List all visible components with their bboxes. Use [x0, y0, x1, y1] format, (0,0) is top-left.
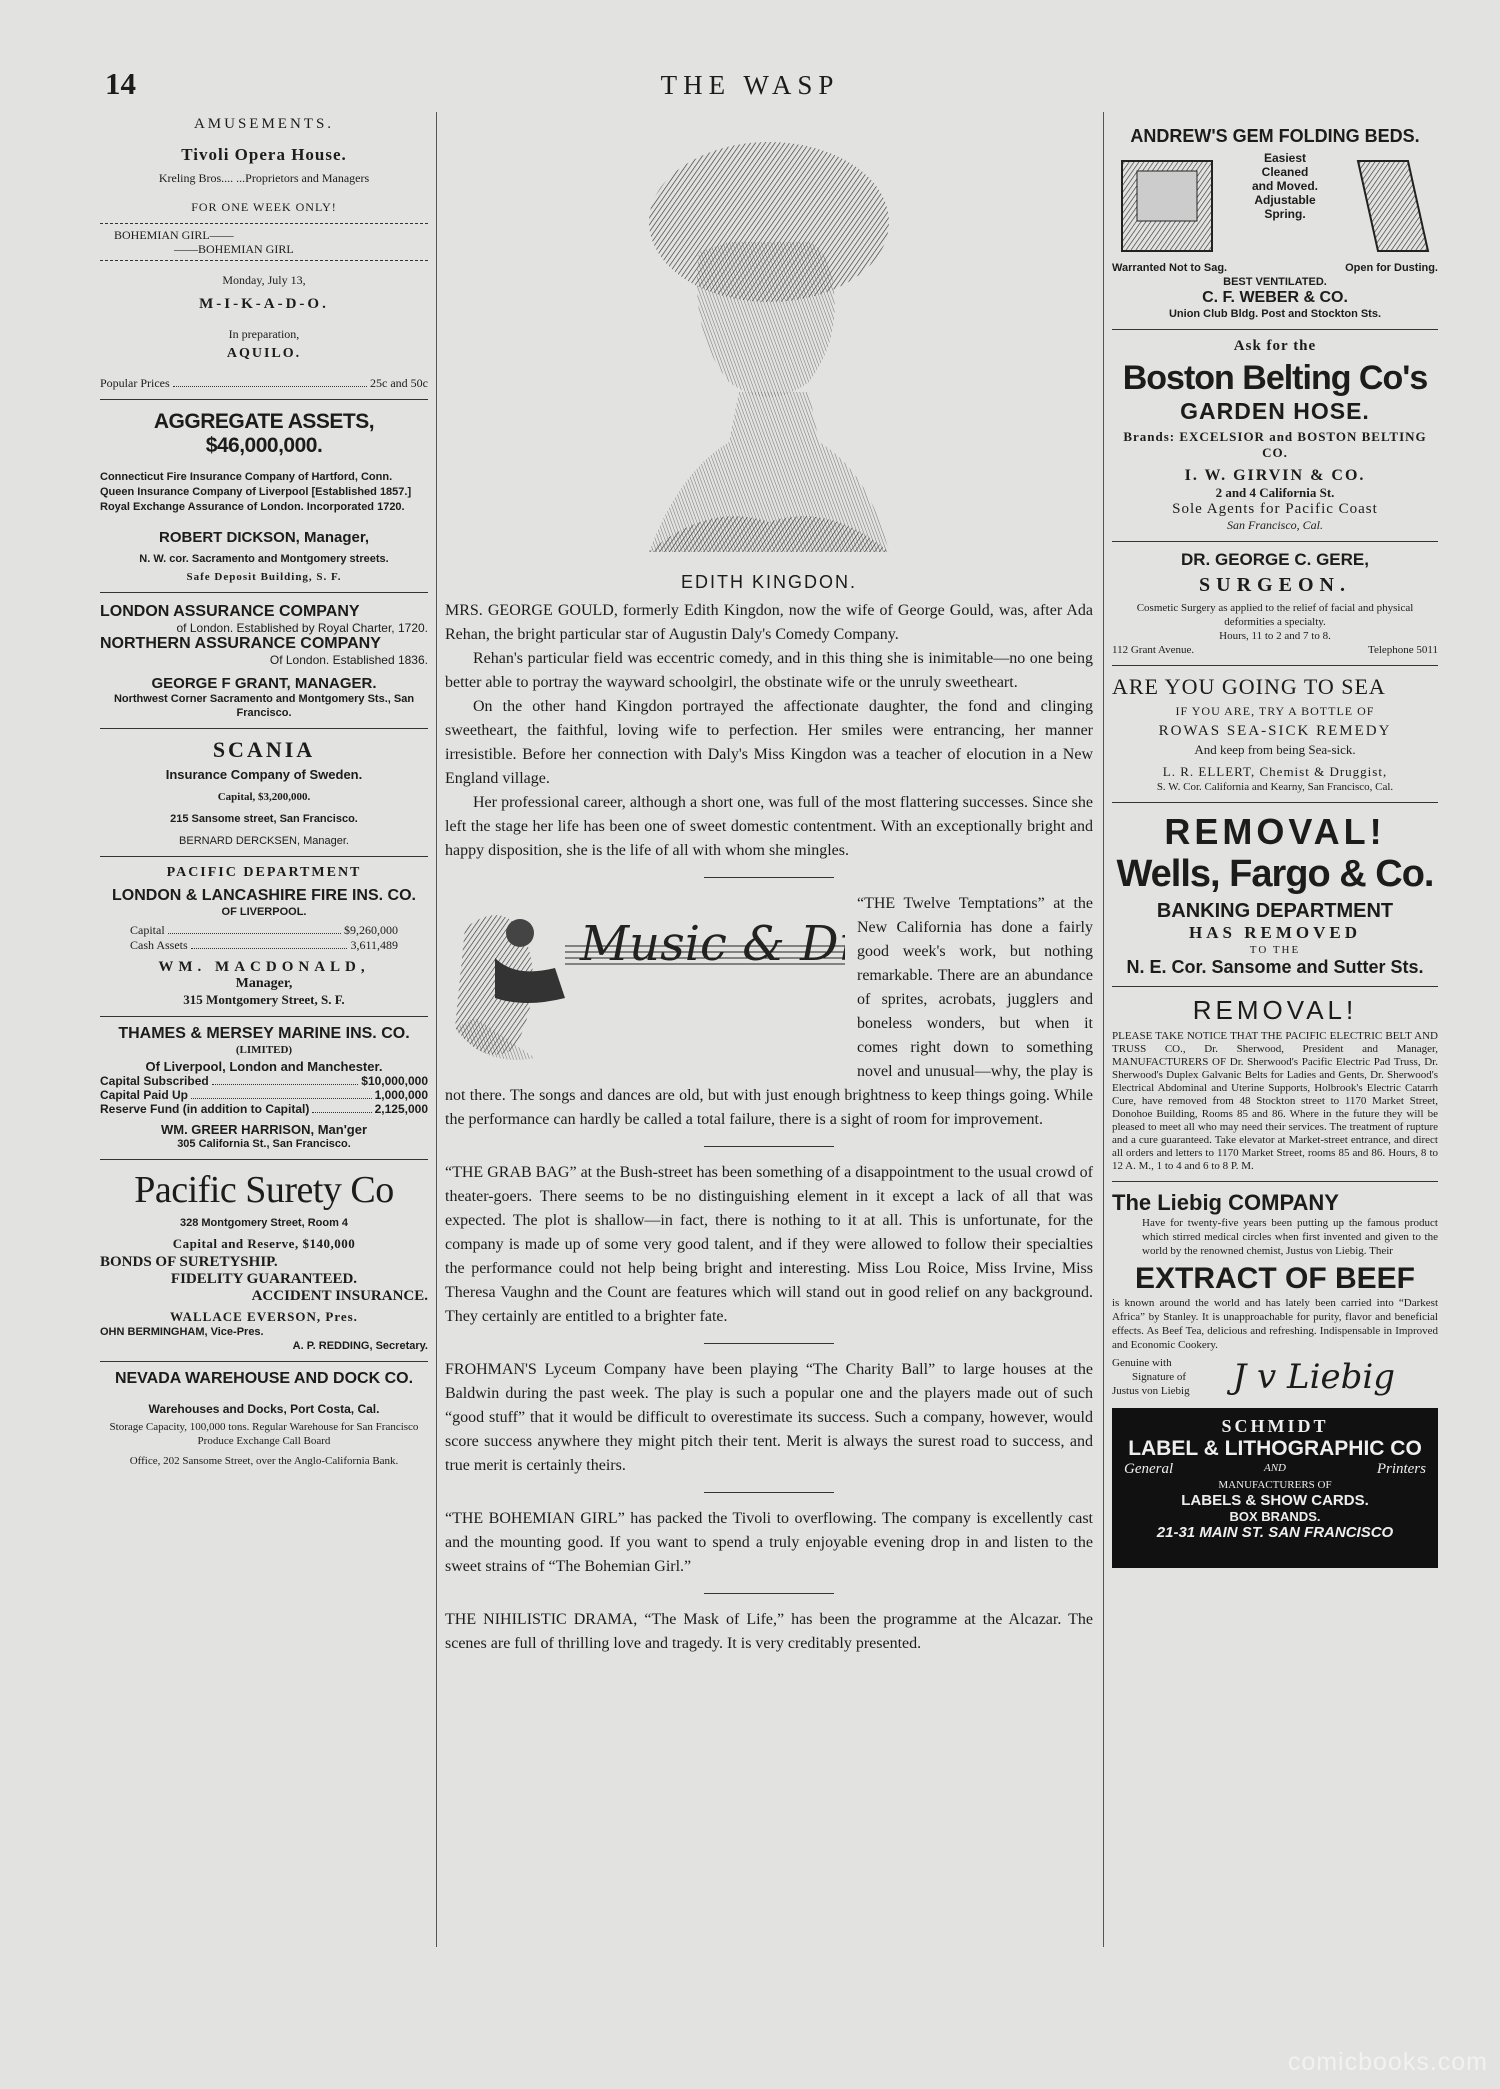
schmidt-label-ad	[1112, 1408, 1438, 1568]
column-rule-right	[1103, 112, 1104, 1947]
program-line: BOHEMIAN GIRL——	[114, 228, 234, 242]
thames-address: 305 California St., San Francisco.	[177, 1138, 351, 1150]
aggregate-address: N. W. cor. Sacramento and Montgomery streets.	[139, 553, 389, 565]
nevada-office: Office, 202 Sansome Street, over the Anglo-California Bank.	[129, 1455, 399, 1467]
schmidt-labels: LABELS & SHOW CARDS.	[1181, 1492, 1369, 1509]
folded-bed-icon	[1348, 151, 1438, 261]
capital-value: $9,260,000	[344, 923, 398, 937]
schmidt-general: General	[1124, 1461, 1174, 1477]
belting-title: Boston Belting Co's	[1122, 359, 1428, 397]
capital-row	[100, 923, 428, 938]
beds-open: Open for Dusting.	[1345, 262, 1438, 274]
page-number: 14	[105, 66, 136, 101]
prices-label: Popular Prices	[100, 376, 170, 390]
scania-manager: BERNARD DERCKSEN, Manager.	[179, 835, 349, 847]
aggregate-title: AGGREGATE ASSETS, $46,000,000.	[153, 410, 375, 457]
london-manager: GEORGE F GRANT, MANAGER.	[151, 675, 377, 692]
music-title-lettering: Music & D	[580, 916, 839, 972]
face-shape	[697, 242, 835, 397]
seasick-line: ROWAS SEA-SICK REMEDY	[1158, 723, 1392, 739]
truss-removal: REMOVAL!	[1192, 995, 1358, 1025]
seasick-ad	[1112, 674, 1438, 794]
prep-show: AQUILO.	[226, 346, 302, 361]
next-show: M-I-K-A-D-O.	[199, 296, 329, 312]
london-name: LONDON ASSURANCE COMPANY	[100, 603, 360, 620]
article-paragraph: MRS. GEORGE GOULD, formerly Edith Kingdon, now the wife of George Gould, was, after Ada Rehan, the bright particular star of Augustin Daly's Comedy Company.	[445, 602, 1093, 643]
thames-limited: (LIMITED)	[235, 1044, 293, 1056]
surgeon-name: DR. GEORGE C. GERE,	[1181, 550, 1369, 569]
schmidt-boxes: BOX BRANDS.	[1229, 1509, 1321, 1524]
aggregate-line: Connecticut Fire Insurance Company of Hartford, Conn.	[100, 471, 393, 483]
cash-row	[100, 938, 428, 953]
frohman-paragraph: FROHMAN'S Lyceum Company have been playing “The Charity Ball” to large houses at the Baldwin during the past week. The play is such a popular one and the players made out of such “good stuff” that it would be difficult to overestimate its success. Such a company, however, would score success anywhere they might pitch their tent. Merit is always the surest road to success, and true merit is certainly theirs.	[445, 1361, 1093, 1474]
thames-manager: WM. GREER HARRISON, Man'ger	[160, 1122, 368, 1137]
beds-feature: and Moved.	[1251, 179, 1318, 193]
pacific-surety-ad	[100, 1168, 428, 1353]
left-column	[100, 112, 428, 1468]
nevada-warehouse-ad	[100, 1370, 428, 1468]
surgeon-address: 112 Grant Avenue.	[1112, 644, 1195, 656]
program-line: ——BOHEMIAN GIRL	[174, 242, 294, 256]
article-paragraph: Rehan's particular field was eccentric comedy, and in this thing she is inimitable—no one being better able to portray the wayward schoolgirl, the obstinate wife or the unruly sweetheart.	[445, 650, 1093, 691]
aggregate-line: Royal Exchange Assurance of London. Incorporated 1720.	[100, 501, 405, 513]
liebig-intro: Have for twenty-five years been putting up the famous product which stirred medical circles when first invented and given to the world by the renowned chemist, Justus von Liebig. Their	[1142, 1217, 1438, 1257]
surgeon-ad	[1112, 550, 1438, 657]
schmidt-address: 21-31 MAIN ST. SAN FRANCISCO	[1156, 1524, 1394, 1541]
column-rule-left	[436, 112, 437, 1947]
surety-capital: Capital and Reserve, $140,000	[172, 1236, 356, 1251]
music-drama-illustration	[445, 898, 845, 1068]
thames-row-value: 2,125,000	[374, 1102, 428, 1116]
liebig-body: is known around the world and has lately been carried into “Darkest Africa” by Stanley. It is unapproachable for purity, flavor and beneficial effects. As Beef Tea, delicious and refreshing. Indispensable in Improved and Economic Cookery.	[1112, 1297, 1438, 1351]
belting-city: San Francisco, Cal.	[1227, 518, 1323, 532]
right-column	[1112, 112, 1438, 1568]
lancashire-sub: OF LIVERPOOL.	[221, 906, 307, 918]
thames-row-label: Capital Subscribed	[100, 1074, 209, 1088]
cash-value: 3,611,489	[350, 938, 398, 952]
liebig-name: Justus von Liebig	[1112, 1385, 1190, 1397]
schmidt-top: SCHMIDT	[1221, 1416, 1329, 1436]
separator	[704, 877, 834, 878]
seasick-address: S. W. Cor. California and Kearny, San Francisco, Cal.	[1156, 781, 1394, 793]
separator	[704, 1343, 834, 1344]
beds-warranted: Warranted Not to Sag.	[1112, 262, 1228, 274]
seasick-title: ARE YOU GOING TO SEA	[1112, 674, 1386, 699]
amusements-ad	[100, 116, 428, 391]
surety-title: Pacific Surety Co	[134, 1169, 394, 1211]
scania-capital: Capital, $3,200,000.	[217, 791, 311, 803]
grab-bag-paragraph: “THE GRAB BAG” at the Bush-street has been something of a disappointment to the usual crowd of theater-goers. There seems to be no distinguishing element in it except a lack of all that was expected. The plot is shallow—in fact, there is nothing to it at all. This is unfortunate, for the company is made up of some very good talent, and if they were allowed to follow their specialties the performance could not help being bright and interesting. Miss Lou Roice, Miss Irvine, Miss Theresa Vaughn and the Count are features which will stand out in good relief on any background. They certainly are entitled to a brighter fate.	[445, 1164, 1093, 1325]
surety-line: ACCIDENT INSURANCE.	[251, 1288, 428, 1304]
agent-role: Manager,	[235, 976, 293, 991]
thames-of: Of Liverpool, London and Manchester.	[145, 1059, 383, 1074]
separator	[704, 1593, 834, 1594]
belting-address: 2 and 4 California St.	[1215, 485, 1335, 500]
separator	[704, 1146, 834, 1147]
london-sub: of London. Established by Royal Charter, 1720.	[176, 621, 428, 635]
northern-sub: Of London. Established 1836.	[269, 653, 428, 667]
thames-title: THAMES & MERSEY MARINE INS. CO.	[118, 1025, 410, 1042]
bohemian-paragraph: “THE BOHEMIAN GIRL” has packed the Tivoli to overflowing. The company is excellently cast and the mounting good. If you want to spend a truly enjoyable evening drop in and listen to the sweet strains of “The Bohemian Girl.”	[445, 1510, 1093, 1575]
wells-name: Wells, Fargo & Co.	[1116, 853, 1434, 895]
beds-company: C. F. WEBER & CO.	[1202, 289, 1348, 306]
surgeon-desc: Cosmetic Surgery as applied to the relief of facial and physical deformities a specialty.	[1136, 602, 1414, 628]
pacific-heading: PACIFIC DEPARTMENT	[166, 865, 362, 880]
nevada-title: NEVADA WAREHOUSE AND DOCK CO.	[114, 1370, 414, 1387]
schmidt-printers: Printers	[1376, 1461, 1426, 1477]
nihilistic-paragraph: THE NIHILISTIC DRAMA, “The Mask of Life,” has been the programme at the Alcazar. The scenes are full of thrilling love and tragedy. It is very creditably presented.	[445, 1611, 1093, 1652]
aggregate-line: Queen Insurance Company of Liverpool [Established 1857.]	[100, 486, 412, 498]
liebig-title: The Liebig COMPANY	[1112, 1190, 1339, 1215]
seasick-seller: L. R. ELLERT, Chemist & Druggist,	[1162, 764, 1388, 779]
agent-name: WM. MACDONALD,	[158, 959, 370, 975]
scania-ad	[100, 737, 428, 848]
liebig-product: EXTRACT OF BEEF	[1134, 1262, 1415, 1295]
liebig-ad	[1112, 1190, 1438, 1398]
article-paragraph: On the other hand Kingdon portrayed the affectionate daughter, the fond and clinging sweetheart, the faithful, loving wife to perfection. Her smiles were entrancing, her manner irresistible. Before her connection with Daly's Miss Kingdon was a teacher of elocution in a New England village.	[445, 698, 1093, 787]
masthead: THE WASP	[660, 70, 840, 100]
scania-address: 215 Sansome street, San Francisco.	[170, 813, 358, 825]
wells-fargo-ad	[1112, 811, 1438, 978]
thames-row-value: $10,000,000	[361, 1074, 428, 1088]
folding-beds-ad	[1112, 126, 1438, 321]
surety-line: BONDS OF SURETYSHIP.	[100, 1254, 278, 1270]
surgeon-phone: Telephone 5011	[1368, 644, 1438, 656]
cash-label: Cash Assets	[130, 938, 188, 952]
amusements-heading: AMUSEMENTS.	[193, 116, 335, 132]
aggregate-manager: ROBERT DICKSON, Manager,	[158, 529, 370, 546]
belting-ask: Ask for the	[1233, 338, 1317, 354]
prices-value: 25c and 50c	[370, 376, 428, 390]
surety-sec: A. P. REDDING, Secretary.	[292, 1340, 428, 1352]
beds-feature: Adjustable	[1254, 193, 1316, 207]
thames-row	[100, 1102, 428, 1116]
aggregate-building: Safe Deposit Building, S. F.	[186, 571, 342, 583]
program-box	[100, 223, 428, 261]
nevada-storage: Storage Capacity, 100,000 tons. Regular Warehouse for San Francisco Produce Exchange Call Board	[109, 1421, 419, 1447]
thames-mersey-ad	[100, 1025, 428, 1151]
thames-row	[100, 1088, 428, 1102]
nevada-sub: Warehouses and Docks, Port Costa, Cal.	[148, 1402, 380, 1416]
schmidt-and: AND	[1263, 1462, 1286, 1474]
agent-address: 315 Montgomery Street, S. F.	[183, 992, 345, 1007]
seasick-line: IF YOU ARE, TRY A BOTTLE OF	[1175, 704, 1375, 718]
lancashire-title: LONDON & LANCASHIRE FIRE INS. CO.	[111, 887, 416, 904]
liebig-signature: J v Liebig	[1232, 1357, 1396, 1397]
london-assurance-ad	[100, 603, 428, 720]
wells-dept: BANKING DEPARTMENT	[1156, 900, 1394, 922]
surety-line: FIDELITY GUARANTEED.	[170, 1271, 358, 1287]
thames-row-value: 1,000,000	[374, 1088, 428, 1102]
wells-moved: HAS REMOVED	[1189, 923, 1361, 942]
surgeon-title: SURGEON.	[1199, 574, 1351, 596]
wells-corner: N. E. Cor. Sansome and Sutter Sts.	[1126, 957, 1424, 977]
london-address: Northwest Corner Sacramento and Montgomery Sts., San Francisco.	[113, 693, 415, 719]
proprietors: Kreling Bros.... ...Proprietors and Managers	[158, 171, 370, 185]
schmidt-main: LABEL & LITHOGRAPHIC CO	[1128, 1437, 1422, 1460]
beds-feature: Spring.	[1264, 207, 1306, 221]
separator	[704, 1492, 834, 1493]
article-gould	[445, 599, 1093, 863]
show-date: Monday, July 13,	[222, 273, 306, 287]
electric-truss-ad	[1112, 995, 1438, 1173]
music-drama-section	[445, 892, 1093, 1132]
thames-row	[100, 1074, 428, 1088]
surety-pres: WALLACE EVERSON, Pres.	[170, 1309, 358, 1324]
bed-icon	[1112, 151, 1222, 261]
prep-label: In preparation,	[228, 327, 300, 341]
pacific-department-ad	[100, 865, 428, 1008]
scania-sub: Insurance Company of Sweden.	[165, 767, 363, 782]
beds-ventilated: BEST VENTILATED.	[1223, 276, 1327, 288]
wells-to: TO THE	[1249, 944, 1301, 956]
liebig-signature-label: Signature of	[1132, 1371, 1187, 1383]
thames-row-label: Capital Paid Up	[100, 1088, 189, 1102]
belting-brands: Brands: EXCELSIOR and BOSTON BELTING CO.	[1123, 429, 1427, 460]
schmidt-mfg: MANUFACTURERS OF	[1218, 1479, 1332, 1491]
scania-title: SCANIA	[212, 737, 316, 762]
belting-agent: I. W. GIRVIN & CO.	[1184, 467, 1366, 484]
northern-name: NORTHERN ASSURANCE COMPANY	[100, 635, 381, 652]
belting-sole: Sole Agents for Pacific Coast	[1172, 501, 1378, 517]
truss-text: PLEASE TAKE NOTICE THAT THE PACIFIC ELECTRIC BELT AND TRUSS CO., Dr. Sherwood, President and Manager, MANUFACTURERS OF Dr. Sherwood's Pacific Electric Pad Truss, Dr. Sherwood's Duplex Galvanic Belts for Ladies and Gents, Dr. Sherwood's Electrical Abdominal and Uterine Supports, Holbrook's Electric Catarrh Cure, have removed from 48 Stockton street to 1170 Market Street, Donohoe Building, Rooms 85 and 86. Where in the future they will be pleased to meet all who may need their services. The treatment of rupture and a cure guaranteed. Take elevator at Market-street entrance, and direct all orders and letters to 1170 Market Street, rooms 85 and 86. Hours, 8 to 12 A. M., 1 to 4 and 6 to 8 P. M.	[1112, 1030, 1438, 1172]
seasick-line: And keep from being Sea-sick.	[1194, 742, 1356, 757]
aggregate-assets-ad	[100, 410, 428, 584]
middle-column	[445, 112, 1093, 1656]
beds-title: ANDREW'S GEM FOLDING BEDS.	[1130, 126, 1420, 146]
music-paragraph: “THE Twelve Temptations” at the New California has done a fairly good week's work, but nothing remarkable. There are an abundance of sprites, acrobats, jugglers and boneless wonders, but when it comes right down to something novel and unusual—why, the play is not there. The songs and dances are old, but with just enough brightness to keep things going. While the performance can hardly be called a total failure, there is a sight of room for improvement.	[445, 895, 1093, 1128]
article-paragraph: Her professional career, although a short one, was full of the most flattering successes. Since she left the stage her life has been one of sweet domestic contentment. With an exceptionally bright and happy disposition, she is the life of all with whom she mingles.	[445, 794, 1093, 859]
boston-belting-ad	[1112, 338, 1438, 533]
beds-feature: Cleaned	[1261, 165, 1309, 179]
watermark: comicbooks.com	[1287, 2048, 1488, 2076]
thames-row-label: Reserve Fund (in addition to Capital)	[100, 1102, 310, 1116]
surgeon-hours: Hours, 11 to 2 and 7 to 8.	[1219, 630, 1331, 642]
belting-product: GARDEN HOSE.	[1180, 398, 1370, 424]
portrait-illustration	[619, 142, 919, 562]
portrait-caption: EDITH KINGDON.	[680, 572, 857, 592]
beds-feature: Easiest	[1263, 151, 1307, 165]
surety-vice: OHN BERMINGHAM, Vice-Pres.	[100, 1326, 264, 1338]
beds-address: Union Club Bldg. Post and Stockton Sts.	[1168, 308, 1382, 320]
prices-row	[100, 376, 428, 391]
removal-heading: REMOVAL!	[1164, 811, 1386, 852]
week-notice: FOR ONE WEEK ONLY!	[191, 200, 337, 214]
liebig-genuine: Genuine with	[1112, 1357, 1172, 1369]
surety-address: 328 Montgomery Street, Room 4	[179, 1217, 349, 1229]
theater-name: Tivoli Opera House.	[181, 145, 347, 164]
capital-label: Capital	[130, 923, 165, 937]
